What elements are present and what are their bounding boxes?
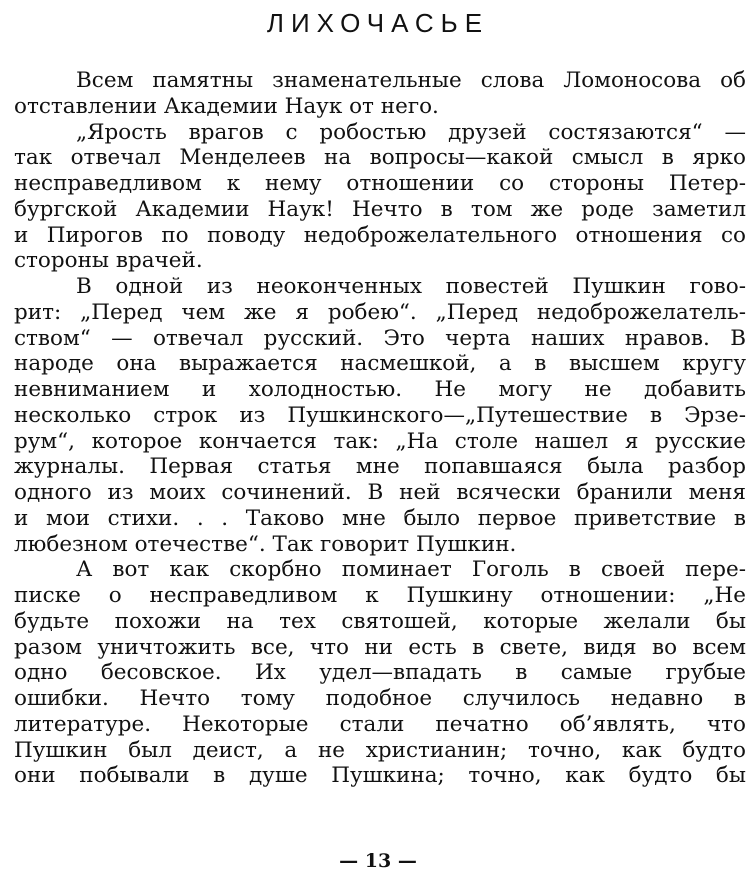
text-line: Пушкин был деист, а не христианин; точно, как будто [14, 737, 746, 763]
text-line: Всем памятны знаменательные слова Ломоносова об [76, 68, 746, 93]
paragraph [14, 68, 746, 120]
text-line: будьте похожи на тех святошей, которые желали бы [14, 608, 746, 634]
chapter-title: ЛИХОЧАСЬЕ [266, 8, 490, 38]
text-line: рит: „Перед чем же я робею“. „Перед недоброжелатель- [14, 299, 746, 325]
text-line: одного из моих сочинений. В ней всячески бранили меня [14, 480, 746, 505]
text-line: одно бесовское. Их удел—впадать в самые грубые [14, 660, 746, 686]
text-line: рум“, которое кончается так: „На столе нашел я русские [14, 428, 746, 454]
text-line: А вот как скорбно поминает Гоголь в своей пере- [76, 557, 746, 583]
text-line: бургской Академии Наук! Нечто в том же роде заметил [14, 196, 746, 222]
text-line: любезном отечестве“. Так говорит Пушкин. [14, 531, 517, 557]
text-line: отставлении Академии Наук от него. [14, 93, 439, 119]
paragraph [14, 557, 746, 789]
paragraph [14, 120, 746, 275]
text-line: „Ярость врагов с робостью друзей состязаются“ — [76, 119, 746, 145]
page-number: — 13 — [339, 850, 417, 872]
text-line: литературе. Некоторые стали печатно об’являть, что [14, 711, 746, 737]
text-line: невниманием и холодностью. Не могу не добавить [14, 377, 746, 402]
text-line: они побывали в душе Пушкина; точно, как будто бы [14, 763, 746, 789]
text-line: и мои стихи. . . Таково мне было первое приветствие в [14, 505, 746, 531]
text-line: В одной из неоконченных повестей Пушкин гово- [76, 274, 746, 299]
text-line: писке о несправедливом к Пушкину отношении: „Не [14, 583, 746, 608]
paragraph [14, 274, 746, 557]
text-line: несправедливом к нему отношении со стороны Петер- [14, 171, 746, 196]
text-line: журналы. Первая статья мне попавшаяся была разбор [14, 454, 746, 480]
text-line: несколько строк из Пушкинского—„Путешествие в Эрзе- [14, 402, 746, 428]
text-line: разом уничтожить все, что ни есть в свете, видя во всем [14, 634, 746, 660]
body-text [14, 68, 746, 789]
text-line: ством“ — отвечал русский. Это черта наших нравов. В [14, 325, 746, 351]
text-line: и Пирогов по поводу недоброжелательного отношения со [14, 222, 746, 248]
text-line: ошибки. Нечто тому подобное случилось недавно в [14, 686, 746, 711]
text-line: стороны врачей. [14, 248, 203, 274]
text-line: народе она выражается насмешкой, а в высшем кругу [14, 351, 746, 377]
text-line: так отвечал Менделеев на вопросы—какой смысл в ярко [14, 145, 746, 171]
